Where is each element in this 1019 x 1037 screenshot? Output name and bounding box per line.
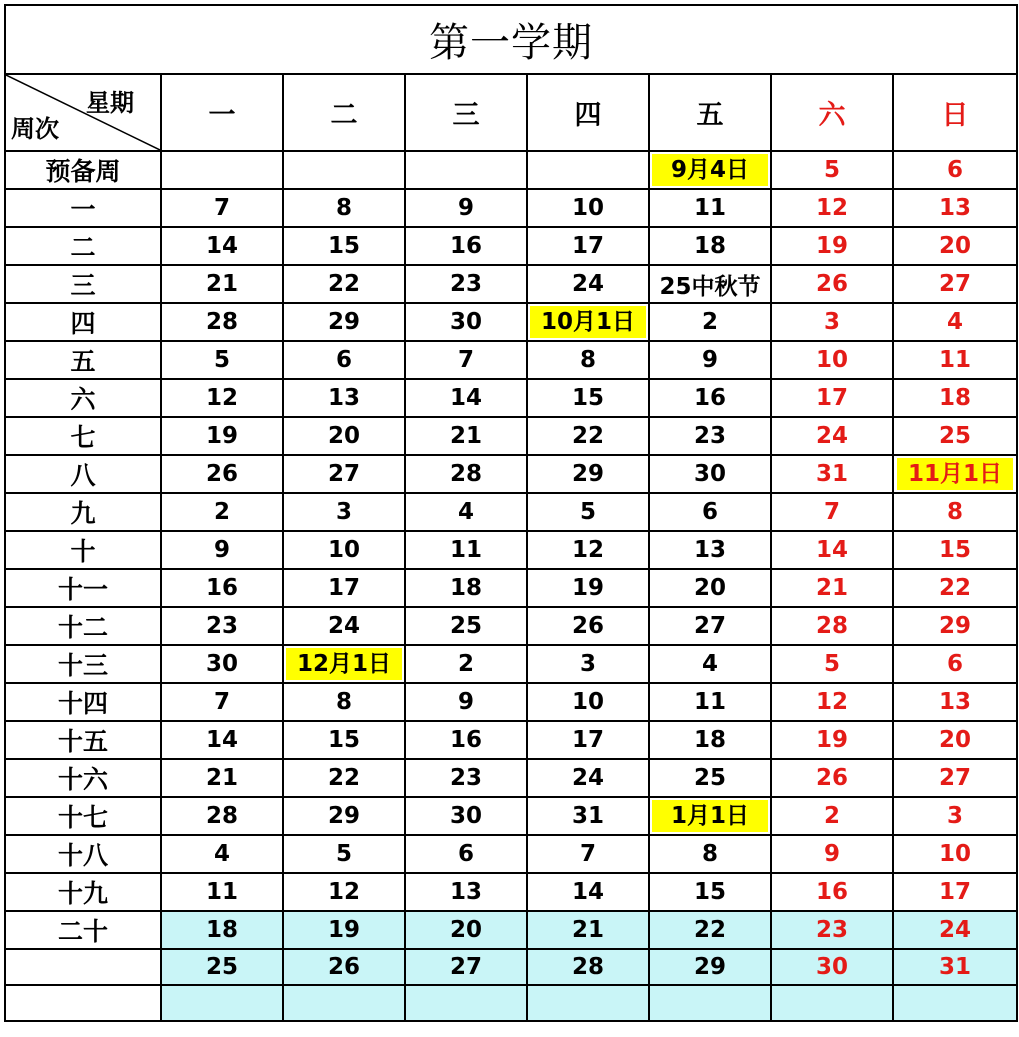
date-cell: 26: [771, 759, 893, 797]
date-cell: 14: [161, 721, 283, 759]
date-cell: 2: [649, 303, 771, 341]
weekday-header-row: [5, 74, 1017, 151]
date-cell: 2: [405, 645, 527, 683]
date-cell: 25: [405, 607, 527, 645]
date-cell: 5: [771, 645, 893, 683]
date-cell: 9: [161, 531, 283, 569]
date-cell: 25: [161, 949, 283, 985]
date-cell: 11: [405, 531, 527, 569]
date-cell: [283, 985, 405, 1021]
weekday-header-7: 日: [893, 74, 1017, 151]
date-cell: 28: [161, 797, 283, 835]
week-label-cell: [5, 949, 161, 985]
date-cell: 16: [649, 379, 771, 417]
week-row: [5, 607, 1017, 645]
date-cell: 27: [649, 607, 771, 645]
date-cell: 16: [771, 873, 893, 911]
weekday-header-6: 六: [771, 74, 893, 151]
date-cell: [405, 985, 527, 1021]
date-cell: 5: [283, 835, 405, 873]
week-row: [5, 797, 1017, 835]
week-label-cell: 十六: [5, 759, 161, 797]
date-cell: [649, 985, 771, 1021]
date-cell: 25: [649, 759, 771, 797]
date-cell: 8: [649, 835, 771, 873]
week-label-cell: 十: [5, 531, 161, 569]
date-cell: 24: [771, 417, 893, 455]
date-cell: 19: [283, 911, 405, 949]
month-start-highlight: 11月1日: [897, 458, 1013, 490]
date-cell: 2: [161, 493, 283, 531]
week-row: [5, 379, 1017, 417]
week-label-cell: 七: [5, 417, 161, 455]
date-cell: [283, 645, 405, 683]
week-label-cell: 十三: [5, 645, 161, 683]
date-cell: 13: [893, 189, 1017, 227]
week-label-cell: 一: [5, 189, 161, 227]
date-cell: 7: [161, 683, 283, 721]
date-cell: 6: [405, 835, 527, 873]
date-cell: 31: [527, 797, 649, 835]
date-cell: 3: [771, 303, 893, 341]
date-cell: 26: [527, 607, 649, 645]
date-cell: 31: [771, 455, 893, 493]
date-cell: 7: [527, 835, 649, 873]
month-start-highlight: 10月1日: [530, 306, 646, 338]
date-cell: 6: [893, 151, 1017, 189]
week-row: [5, 645, 1017, 683]
week-row: [5, 531, 1017, 569]
date-cell: 9: [405, 683, 527, 721]
date-cell: 14: [527, 873, 649, 911]
date-cell: 14: [405, 379, 527, 417]
date-cell: [405, 151, 527, 189]
week-label-cell: 二十: [5, 911, 161, 949]
date-cell: 5: [771, 151, 893, 189]
week-label-cell: 十九: [5, 873, 161, 911]
date-cell: 16: [161, 569, 283, 607]
date-cell: 24: [527, 759, 649, 797]
date-cell: 29: [527, 455, 649, 493]
date-cell: 21: [161, 759, 283, 797]
date-cell: 17: [893, 873, 1017, 911]
date-cell: [771, 985, 893, 1021]
corner-week-label: 周次: [11, 115, 59, 143]
date-cell: 10: [527, 189, 649, 227]
date-cell: 5: [527, 493, 649, 531]
week-row: [5, 721, 1017, 759]
date-cell: 20: [649, 569, 771, 607]
date-cell: 15: [527, 379, 649, 417]
date-cell: 15: [649, 873, 771, 911]
date-cell: 12: [161, 379, 283, 417]
date-cell: 10: [893, 835, 1017, 873]
corner-weekday-label: 星期: [86, 89, 134, 117]
date-cell: 20: [893, 721, 1017, 759]
date-cell: 10: [283, 531, 405, 569]
date-cell: 13: [893, 683, 1017, 721]
date-cell: [527, 985, 649, 1021]
date-cell: 29: [649, 949, 771, 985]
date-cell: 27: [893, 265, 1017, 303]
date-cell: 22: [283, 265, 405, 303]
month-start-highlight: 12月1日: [286, 648, 402, 680]
date-cell: 17: [527, 227, 649, 265]
date-cell: 29: [283, 797, 405, 835]
week-row: [5, 417, 1017, 455]
header-corner-cell: [5, 74, 161, 151]
week-label-cell: 六: [5, 379, 161, 417]
date-cell: 21: [161, 265, 283, 303]
week-row: [5, 683, 1017, 721]
date-cell: 21: [771, 569, 893, 607]
date-cell: 26: [283, 949, 405, 985]
date-cell: 17: [771, 379, 893, 417]
date-cell: 15: [283, 227, 405, 265]
date-cell: [893, 985, 1017, 1021]
date-cell: 22: [527, 417, 649, 455]
week-row: [5, 151, 1017, 189]
week-row: [5, 341, 1017, 379]
date-cell: 23: [405, 265, 527, 303]
date-cell: 23: [649, 417, 771, 455]
date-cell: 6: [649, 493, 771, 531]
date-cell: 7: [405, 341, 527, 379]
date-cell: 13: [649, 531, 771, 569]
date-cell: 12: [283, 873, 405, 911]
date-cell: 3: [893, 797, 1017, 835]
date-cell: 19: [771, 721, 893, 759]
week-label-cell: 二: [5, 227, 161, 265]
date-cell: 19: [161, 417, 283, 455]
week-label-cell: 十七: [5, 797, 161, 835]
date-cell: 18: [649, 721, 771, 759]
date-cell: 15: [893, 531, 1017, 569]
weekday-header-5: 五: [649, 74, 771, 151]
weekday-header-2: 二: [283, 74, 405, 151]
date-cell: 3: [283, 493, 405, 531]
date-cell: 3: [527, 645, 649, 683]
date-cell: 30: [405, 797, 527, 835]
date-cell: 23: [161, 607, 283, 645]
date-cell: 20: [893, 227, 1017, 265]
date-cell: 24: [527, 265, 649, 303]
date-cell: 18: [649, 227, 771, 265]
week-row: [5, 835, 1017, 873]
date-cell: 27: [405, 949, 527, 985]
date-cell: 8: [893, 493, 1017, 531]
date-cell: 28: [405, 455, 527, 493]
date-cell: 21: [527, 911, 649, 949]
date-cell: 8: [527, 341, 649, 379]
date-cell: 28: [771, 607, 893, 645]
date-cell: 23: [405, 759, 527, 797]
date-cell: 8: [283, 683, 405, 721]
week-label-cell: 五: [5, 341, 161, 379]
date-cell: 14: [161, 227, 283, 265]
date-cell: 13: [405, 873, 527, 911]
date-cell: 31: [893, 949, 1017, 985]
date-cell: 11: [649, 683, 771, 721]
week-label-cell: 四: [5, 303, 161, 341]
date-cell: 18: [893, 379, 1017, 417]
date-cell: 4: [649, 645, 771, 683]
date-cell: 9: [405, 189, 527, 227]
date-cell: 12: [771, 189, 893, 227]
week-label-cell: 十四: [5, 683, 161, 721]
date-cell: 19: [771, 227, 893, 265]
date-cell: 27: [283, 455, 405, 493]
date-cell: 28: [527, 949, 649, 985]
date-cell: 29: [893, 607, 1017, 645]
date-cell: 7: [161, 189, 283, 227]
date-cell: 12: [771, 683, 893, 721]
week-row: [5, 759, 1017, 797]
date-cell: 18: [405, 569, 527, 607]
date-cell: [649, 151, 771, 189]
date-cell: 24: [283, 607, 405, 645]
date-cell: [527, 151, 649, 189]
date-cell: 23: [771, 911, 893, 949]
date-cell: 15: [283, 721, 405, 759]
week-row: [5, 569, 1017, 607]
week-row: [5, 303, 1017, 341]
week-row: [5, 455, 1017, 493]
date-cell: 5: [161, 341, 283, 379]
week-row: [5, 265, 1017, 303]
date-cell: 8: [283, 189, 405, 227]
date-cell: 26: [771, 265, 893, 303]
semester-calendar-table: [4, 4, 1018, 1022]
date-cell: 10: [527, 683, 649, 721]
week-row: [5, 227, 1017, 265]
week-label-cell: [5, 985, 161, 1021]
date-cell: 6: [893, 645, 1017, 683]
date-cell: 28: [161, 303, 283, 341]
date-cell: 6: [283, 341, 405, 379]
date-cell: 16: [405, 721, 527, 759]
date-cell: 24: [893, 911, 1017, 949]
date-cell: 30: [771, 949, 893, 985]
date-cell: 22: [649, 911, 771, 949]
week-row: [5, 911, 1017, 949]
week-row: [5, 493, 1017, 531]
weekday-header-4: 四: [527, 74, 649, 151]
weekday-header-3: 三: [405, 74, 527, 151]
week-row: [5, 949, 1017, 985]
week-row: [5, 985, 1017, 1021]
week-label-cell: 十二: [5, 607, 161, 645]
week-row: [5, 873, 1017, 911]
date-cell: 16: [405, 227, 527, 265]
date-cell: 26: [161, 455, 283, 493]
week-label-cell: 三: [5, 265, 161, 303]
date-cell: [527, 303, 649, 341]
date-cell: 27: [893, 759, 1017, 797]
date-cell: 19: [527, 569, 649, 607]
date-cell: 22: [893, 569, 1017, 607]
date-cell: 20: [283, 417, 405, 455]
date-cell: 17: [283, 569, 405, 607]
date-cell: 11: [893, 341, 1017, 379]
date-cell: 30: [649, 455, 771, 493]
week-label-cell: 八: [5, 455, 161, 493]
date-cell: 4: [893, 303, 1017, 341]
date-cell: [283, 151, 405, 189]
week-label-cell: 十五: [5, 721, 161, 759]
date-cell: 21: [405, 417, 527, 455]
week-row: [5, 189, 1017, 227]
date-cell: 11: [649, 189, 771, 227]
date-cell: 2: [771, 797, 893, 835]
week-label-cell: 十八: [5, 835, 161, 873]
date-cell: 13: [283, 379, 405, 417]
month-start-highlight: 1月1日: [652, 800, 768, 832]
month-start-highlight: 9月4日: [652, 154, 768, 186]
date-cell: 12: [527, 531, 649, 569]
date-cell: [649, 797, 771, 835]
date-cell: 17: [527, 721, 649, 759]
date-cell: 11: [161, 873, 283, 911]
date-cell: 14: [771, 531, 893, 569]
date-cell: 30: [161, 645, 283, 683]
date-cell: 4: [405, 493, 527, 531]
calendar-title: 第一学期: [5, 5, 1017, 74]
date-cell: 4: [161, 835, 283, 873]
week-label-cell: 预备周: [5, 151, 161, 189]
week-label-cell: 十一: [5, 569, 161, 607]
date-cell: 9: [649, 341, 771, 379]
date-cell: 7: [771, 493, 893, 531]
date-cell: 22: [283, 759, 405, 797]
date-cell: 25中秋节: [649, 265, 771, 303]
date-cell: [161, 151, 283, 189]
date-cell: 9: [771, 835, 893, 873]
date-cell: 25: [893, 417, 1017, 455]
date-cell: 20: [405, 911, 527, 949]
date-cell: [893, 455, 1017, 493]
weekday-header-1: 一: [161, 74, 283, 151]
date-cell: 30: [405, 303, 527, 341]
week-label-cell: 九: [5, 493, 161, 531]
date-cell: [161, 985, 283, 1021]
date-cell: 29: [283, 303, 405, 341]
date-cell: 10: [771, 341, 893, 379]
date-cell: 18: [161, 911, 283, 949]
